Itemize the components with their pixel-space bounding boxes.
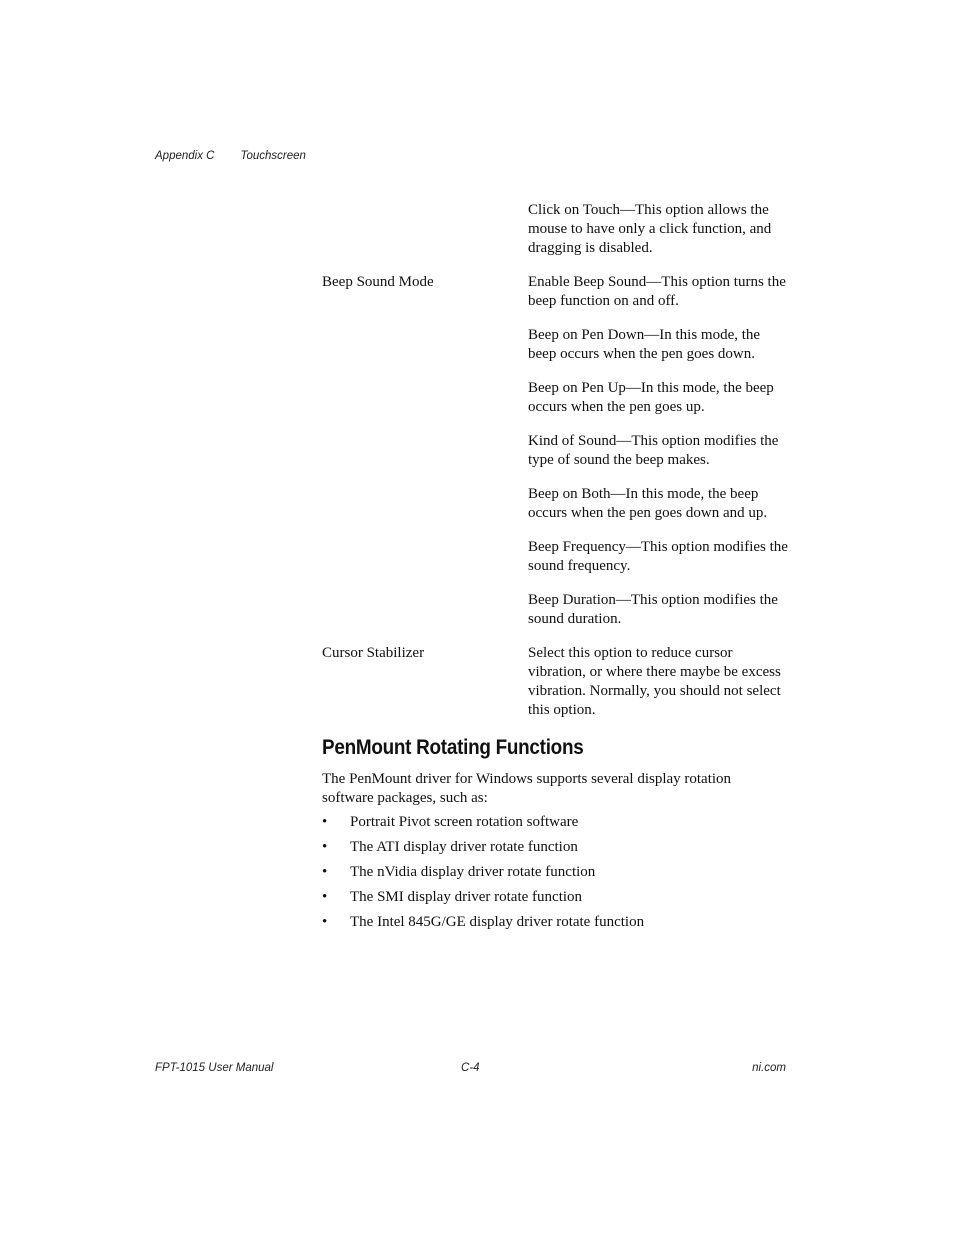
- section-intro: The PenMount driver for Windows supports several display rotation software packages, such as:: [322, 771, 732, 806]
- option-row-cursor-stabilizer: [322, 644, 792, 720]
- option-description: Beep on Pen Up—In this mode, the beep occurs when the pen goes up.: [528, 380, 774, 415]
- option-description: Click on Touch—This option allows the mouse to have only a click function, and dragging is disabled.: [528, 202, 772, 256]
- list-item: • The ATI display driver rotate function: [322, 839, 578, 855]
- rotation-software-list: [322, 813, 644, 938]
- option-description: Select this option to reduce cursor vibration, or where there maybe be excess vibration. Normally, you should not select this option.: [528, 645, 781, 718]
- header-chapter: Appendix C: [155, 150, 215, 162]
- list-item: • The Intel 845G/GE display driver rotate function: [322, 914, 645, 930]
- header-section: Touchscreen: [240, 150, 306, 162]
- option-label: [322, 201, 528, 273]
- option-description: Beep on Both—In this mode, the beep occurs when the pen goes down and up.: [528, 486, 768, 521]
- bullet-icon: •: [322, 814, 328, 830]
- option-description: Beep Duration—This option modifies the sound duration.: [528, 592, 778, 627]
- section-title: PenMount Rotating Functions: [322, 736, 584, 759]
- bullet-icon: •: [322, 839, 328, 855]
- option-description: Beep on Pen Down—In this mode, the beep occurs when the pen goes down.: [528, 327, 761, 362]
- bullet-icon: •: [322, 914, 328, 930]
- list-item: • The SMI display driver rotate function: [322, 889, 583, 905]
- footer-manual-name: FPT-1015 User Manual: [155, 1062, 274, 1074]
- footer-site: ni.com: [752, 1062, 786, 1074]
- option-label: Beep Sound Mode: [322, 274, 434, 290]
- options-table: [322, 201, 792, 720]
- running-header: [155, 150, 306, 162]
- option-description: Kind of Sound—This option modifies the type of sound the beep makes.: [528, 433, 779, 468]
- option-description: Enable Beep Sound—This option turns the beep function on and off.: [528, 274, 786, 309]
- footer-page-number: C-4: [461, 1062, 480, 1074]
- option-label: Cursor Stabilizer: [322, 645, 425, 661]
- option-description: Beep Frequency—This option modifies the sound frequency.: [528, 539, 788, 574]
- list-item: • Portrait Pivot screen rotation software: [322, 814, 579, 830]
- bullet-icon: •: [322, 889, 328, 905]
- option-row-beep-sound-mode: [322, 273, 792, 644]
- option-row-click-on-touch: [322, 201, 792, 273]
- list-item: • The nVidia display driver rotate function: [322, 864, 596, 880]
- bullet-icon: •: [322, 864, 328, 880]
